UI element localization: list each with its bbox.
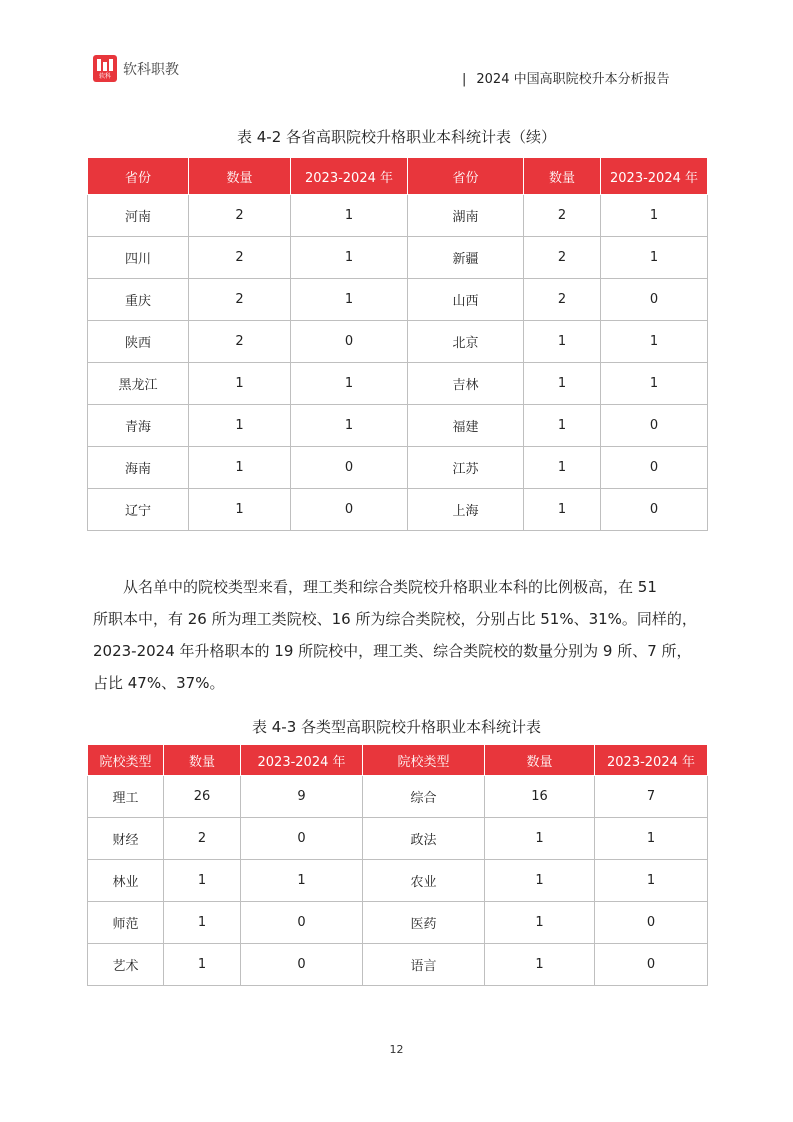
table-cell: 2 [524,279,601,321]
table-cell: 1 [189,363,291,405]
report-header [462,68,670,87]
table-cell: 河南 [88,195,189,237]
table-cell: 2 [524,237,601,279]
table-cell: 0 [241,818,363,860]
col-header-count: 数量 [524,158,601,195]
table-cell: 1 [601,321,708,363]
table-cell: 1 [164,944,241,986]
table-row [88,860,708,902]
logo-mini-text: 软科 [98,73,111,80]
table-cell: 0 [595,944,708,986]
table-cell: 2 [189,321,291,363]
table-cell: 1 [291,363,408,405]
table-cell: 黑龙江 [88,363,189,405]
table-cell: 0 [601,489,708,531]
col-header-count: 数量 [485,745,595,776]
table-cell: 1 [291,195,408,237]
table-cell: 1 [164,860,241,902]
table-header-row [88,158,708,195]
table-cell: 辽宁 [88,489,189,531]
col-header-2023-2024: 2023-2024 年 [241,745,363,776]
table-cell: 1 [485,944,595,986]
table-cell: 2 [524,195,601,237]
table-cell: 1 [485,902,595,944]
table-cell: 2 [189,279,291,321]
table-cell: 1 [291,237,408,279]
header-separator: | [462,72,467,87]
table-cell: 海南 [88,447,189,489]
table-cell: 0 [241,944,363,986]
table-cell: 0 [595,902,708,944]
col-header-2023-2024: 2023-2024 年 [291,158,408,195]
table-cell: 1 [241,860,363,902]
table-cell: 重庆 [88,279,189,321]
table-cell: 1 [291,405,408,447]
table-cell: 师范 [88,902,164,944]
col-header-2023-2024: 2023-2024 年 [601,158,708,195]
col-header-school-type: 院校类型 [88,745,164,776]
table-cell: 0 [601,447,708,489]
table-cell: 1 [164,902,241,944]
table-cell: 16 [485,776,595,818]
table-cell: 0 [291,447,408,489]
table-cell: 1 [189,405,291,447]
table-cell: 医药 [363,902,485,944]
body-paragraph [93,571,703,699]
paragraph-line: 所职本中，有 26 所为理工类院校、16 所为综合类院校，分别占比 51%、31%。同样的， [93,610,697,628]
table-cell: 2 [189,195,291,237]
col-header-2023-2024: 2023-2024 年 [595,745,708,776]
table-cell: 1 [601,195,708,237]
table-row [88,279,708,321]
table-row [88,489,708,531]
table-cell: 0 [291,321,408,363]
table-cell: 艺术 [88,944,164,986]
table-cell: 0 [241,902,363,944]
table-cell: 1 [595,860,708,902]
table-cell: 9 [241,776,363,818]
table2-caption: 表 4-3 各类型高职院校升格职业本科统计表 [251,718,542,736]
table-cell: 1 [601,237,708,279]
table-cell: 1 [601,363,708,405]
table-row [88,447,708,489]
table-cell: 山西 [408,279,524,321]
table-cell: 1 [189,489,291,531]
table-cell: 1 [524,489,601,531]
table-cell: 农业 [363,860,485,902]
table-row [88,195,708,237]
table-row [88,237,708,279]
table-cell: 青海 [88,405,189,447]
table-cell: 理工 [88,776,164,818]
province-table [87,157,708,531]
table-header-row [88,745,708,776]
table-cell: 1 [189,447,291,489]
table-row [88,902,708,944]
col-header-count: 数量 [164,745,241,776]
table-cell: 语言 [363,944,485,986]
table-cell: 0 [601,279,708,321]
table-cell: 1 [524,321,601,363]
table-cell: 湖南 [408,195,524,237]
table-cell: 2 [189,237,291,279]
table-row [88,776,708,818]
table-cell: 陕西 [88,321,189,363]
table-cell: 1 [595,818,708,860]
table-cell: 林业 [88,860,164,902]
brand-logo [93,55,179,82]
table-cell: 财经 [88,818,164,860]
table-row [88,363,708,405]
table-row [88,321,708,363]
table-cell: 1 [524,447,601,489]
table-cell: 1 [485,818,595,860]
paragraph-line: 2023-2024 年升格职本的 19 所院校中，理工类、综合类院校的数量分别为 9 所、7 所， [93,642,692,660]
table-cell: 0 [601,405,708,447]
school-type-table [87,744,708,986]
table-cell: 26 [164,776,241,818]
logo-text: 软科职教 [123,61,179,78]
page-number: 12 [389,1043,404,1056]
table-cell: 1 [291,279,408,321]
table-cell: 四川 [88,237,189,279]
table-cell: 1 [485,860,595,902]
table-row [88,944,708,986]
table-cell: 综合 [363,776,485,818]
table-cell: 上海 [408,489,524,531]
table-cell: 北京 [408,321,524,363]
paragraph-line: 占比 47%、37%。 [93,674,225,692]
col-header-province: 省份 [408,158,524,195]
report-title: 2024 中国高职院校升本分析报告 [476,72,670,87]
table-cell: 0 [291,489,408,531]
table-cell: 政法 [363,818,485,860]
table-cell: 福建 [408,405,524,447]
col-header-province: 省份 [88,158,189,195]
table-row [88,405,708,447]
col-header-school-type: 院校类型 [363,745,485,776]
table-cell: 新疆 [408,237,524,279]
paragraph-line: 从名单中的院校类型来看，理工类和综合类院校升格职业本科的比例极高，在 51 [123,578,657,596]
table-cell: 1 [524,363,601,405]
table1-caption: 表 4-2 各省高职院校升格职业本科统计表（续） [236,128,557,146]
table-cell: 2 [164,818,241,860]
col-header-count: 数量 [189,158,291,195]
table-row [88,818,708,860]
table-cell: 7 [595,776,708,818]
table-cell: 吉林 [408,363,524,405]
table-cell: 江苏 [408,447,524,489]
table-cell: 1 [524,405,601,447]
logo-icon [93,55,117,82]
